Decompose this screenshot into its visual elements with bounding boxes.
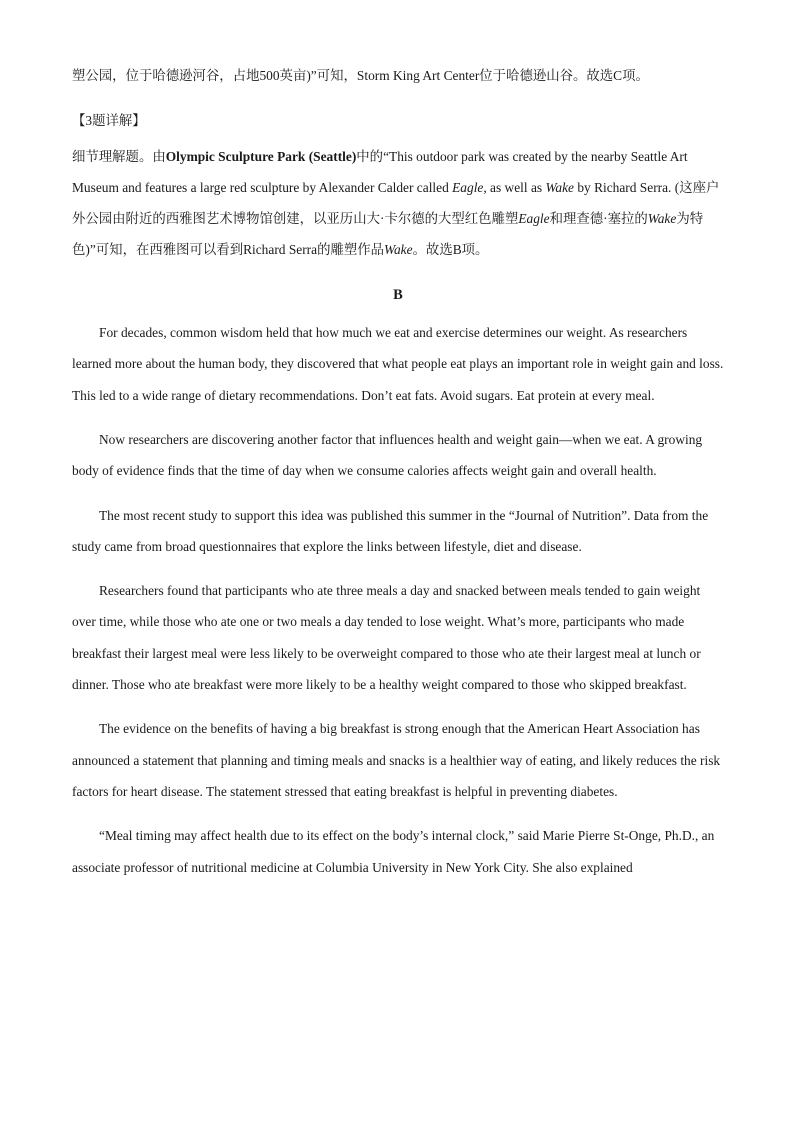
- park-name: Olympic Sculpture Park (Seattle): [165, 148, 357, 164]
- question-3-heading: 【3题详解】: [72, 113, 146, 129]
- document-page: [72, 60, 724, 883]
- article-paragraph: Now researchers are discovering another factor that influences health and weight gain—when we eat. A growing body of evidence finds that the time of day when we consume calories affects weight gain and overall health.: [72, 431, 703, 479]
- work-title-eagle: Eagle: [452, 179, 484, 195]
- q3-text-g: 。故选B项。: [412, 242, 489, 258]
- q3-text-f: 为特色)”可知，在西雅图可以看到Richard Serra的雕塑作品: [72, 211, 704, 258]
- article-paragraph: “Meal timing may affect health due to its effect on the body’s internal clock,” said Marie Pierre St-Onge, Ph.D., an associate professor of nutritional medicine at Columbia University in New York City. She also explained: [72, 828, 715, 875]
- work-title-wake-2: Wake: [647, 211, 677, 227]
- q3-text-d: by Richard Serra. (这座户外公园由附近的西雅图艺术博物馆创建，以亚历山大·卡尔德的大型红色雕塑: [72, 179, 720, 227]
- q3-text-c: , as well as: [483, 179, 546, 195]
- article-paragraph: For decades, common wisdom held that how much we eat and exercise determines our weight. As researchers learned more about the human body, they discovered that what people eat plays an important role in weight gain and loss. This led to a wide range of dietary recommendations. Don’t eat fats. Avoid sugars. Eat protein at every meal.: [72, 325, 724, 403]
- article-paragraph: The most recent study to support this idea was published this summer in the “Journal of Nutrition”. Data from the study came from broad questionnaires that explore the links between lifestyle, diet and disease.: [72, 507, 709, 554]
- work-title-wake: Wake: [545, 179, 574, 195]
- section-title: B: [393, 286, 403, 303]
- previous-answer-continuation: 塑公园，位于哈德逊河谷，占地500英亩)”可知，Storm King Art Center位于哈德逊山谷。故选C项。: [72, 68, 649, 83]
- work-title-wake-3: Wake: [384, 242, 413, 258]
- question-3-explanation: [72, 141, 724, 266]
- article-paragraph: The evidence on the benefits of having a big breakfast is strong enough that the American Heart Association has announced a statement that planning and timing meals and snacks is a healthier way of eating, and likely reduces the risk factors for heart disease. The statement stressed that eating breakfast is helpful in preventing diabetes.: [72, 721, 721, 799]
- article-paragraph: Researchers found that participants who ate three meals a day and snacked between meals tended to gain weight over time, while those who ate one or two meals a day tended to lose weight. What’s more, participants who made breakfast their largest meal were less likely to be overweight compared to those who ate their largest meal at lunch or dinner. Those who ate breakfast were more likely to be a healthy weight compared to those who skipped breakfast.: [72, 583, 701, 693]
- q3-text-e: 和理查德·塞拉的: [549, 211, 648, 227]
- q3-text-a: 细节理解题。由: [72, 148, 166, 164]
- work-title-eagle-2: Eagle: [518, 211, 550, 227]
- q3-text-b: 中的“This outdoor park was created by the nearby Seattle Art Museum and features a large red sculpture by Alexander Calder called: [72, 148, 688, 195]
